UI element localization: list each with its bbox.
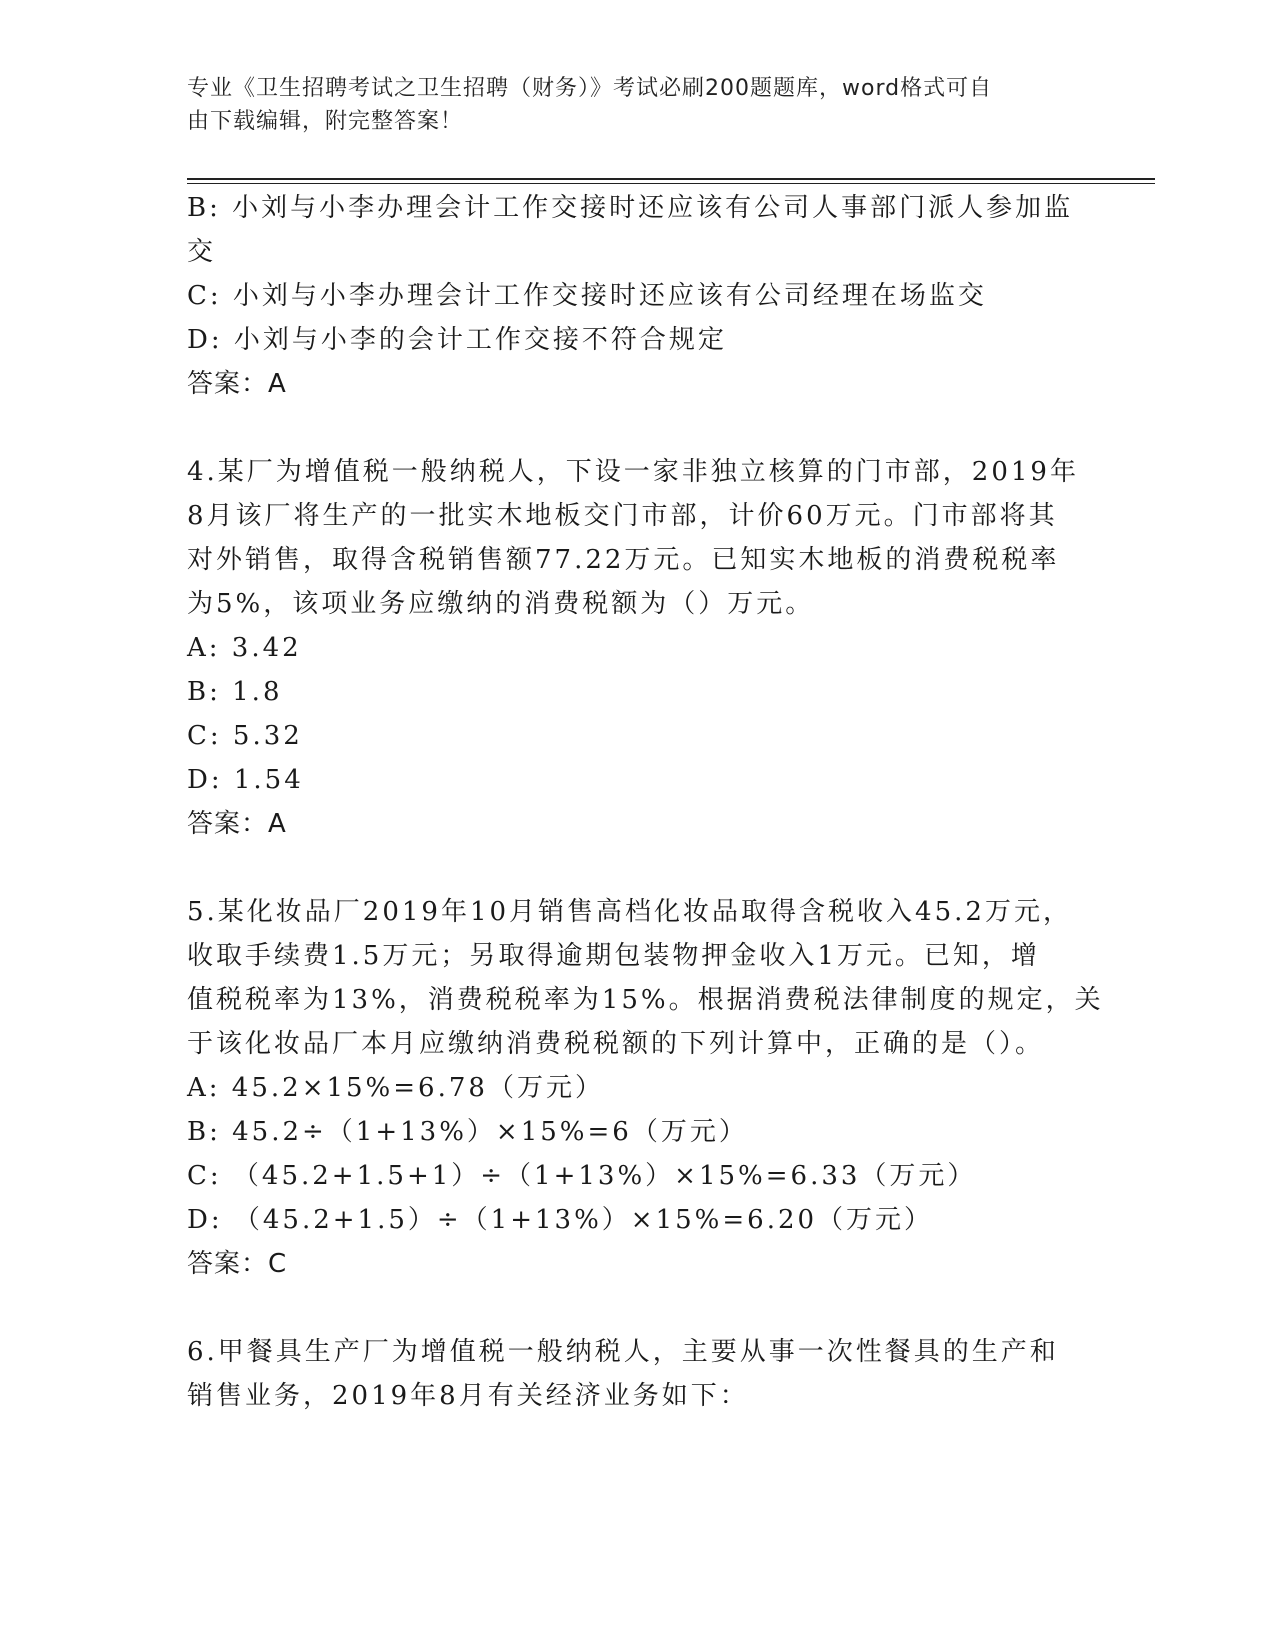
q4-stem-line-4: 为5%，该项业务应缴纳的消费税额为（）万元。 [187, 589, 815, 619]
q5-option-a: A: 45.2×15%=6.78（万元） [187, 1073, 604, 1103]
header-line-1: 专业《卫生招聘考试之卫生招聘（财务）》考试必刷200题题库，word格式可自 [187, 76, 993, 101]
header-rule-thin [187, 183, 1155, 184]
q4-option-b: B: 1.8 [187, 677, 283, 707]
header-rule-thick [187, 178, 1155, 180]
q5-stem-line-3: 值税税率为13%，消费税税率为15%。根据消费税法律制度的规定，关 [187, 985, 1104, 1015]
q4-stem-line-1: 4.某厂为增值税一般纳税人，下设一家非独立核算的门市部，2019年 [187, 457, 1079, 487]
q5-stem-line-4: 于该化妆品厂本月应缴纳消费税税额的下列计算中，正确的是（）。 [187, 1029, 1045, 1059]
q6-stem-line-2: 销售业务，2019年8月有关经济业务如下： [187, 1381, 749, 1411]
q4-option-c: C: 5.32 [187, 721, 303, 751]
q3-option-d: D: 小刘与小李的会计工作交接不符合规定 [187, 325, 727, 355]
q5-option-d: D: （45.2+1.5）÷（1+13%）×15%=6.20（万元） [187, 1205, 934, 1235]
q5-stem-line-1: 5.某化妆品厂2019年10月销售高档化妆品取得含税收入45.2万元， [187, 897, 1072, 927]
q5-option-b: B: 45.2÷（1+13%）×15%=6（万元） [187, 1117, 748, 1147]
q3-option-b-line-2: 交 [187, 237, 217, 267]
q5-answer: 答案：C [187, 1249, 288, 1279]
q5-option-c: C: （45.2+1.5+1）÷（1+13%）×15%=6.33（万元） [187, 1161, 977, 1191]
q3-option-c: C: 小刘与小李办理会计工作交接时还应该有公司经理在场监交 [187, 281, 987, 311]
header-line-2: 由下载编辑，附完整答案！ [187, 109, 464, 134]
q4-answer: 答案：A [187, 809, 287, 839]
q4-option-a: A: 3.42 [187, 633, 302, 663]
q4-option-d: D: 1.54 [187, 765, 304, 795]
q4-stem-line-2: 8月该厂将生产的一批实木地板交门市部，计价60万元。门市部将其 [187, 501, 1058, 531]
q3-answer: 答案：A [187, 369, 287, 399]
q6-stem-line-1: 6.甲餐具生产厂为增值税一般纳税人，主要从事一次性餐具的生产和 [187, 1337, 1059, 1367]
q5-stem-line-2: 收取手续费1.5万元；另取得逾期包装物押金收入1万元。已知，增 [187, 941, 1040, 971]
q3-option-b-line-1: B: 小刘与小李办理会计工作交接时还应该有公司人事部门派人参加监 [187, 193, 1074, 223]
q4-stem-line-3: 对外销售，取得含税销售额77.22万元。已知实木地板的消费税税率 [187, 545, 1060, 575]
document-header [187, 72, 1067, 138]
